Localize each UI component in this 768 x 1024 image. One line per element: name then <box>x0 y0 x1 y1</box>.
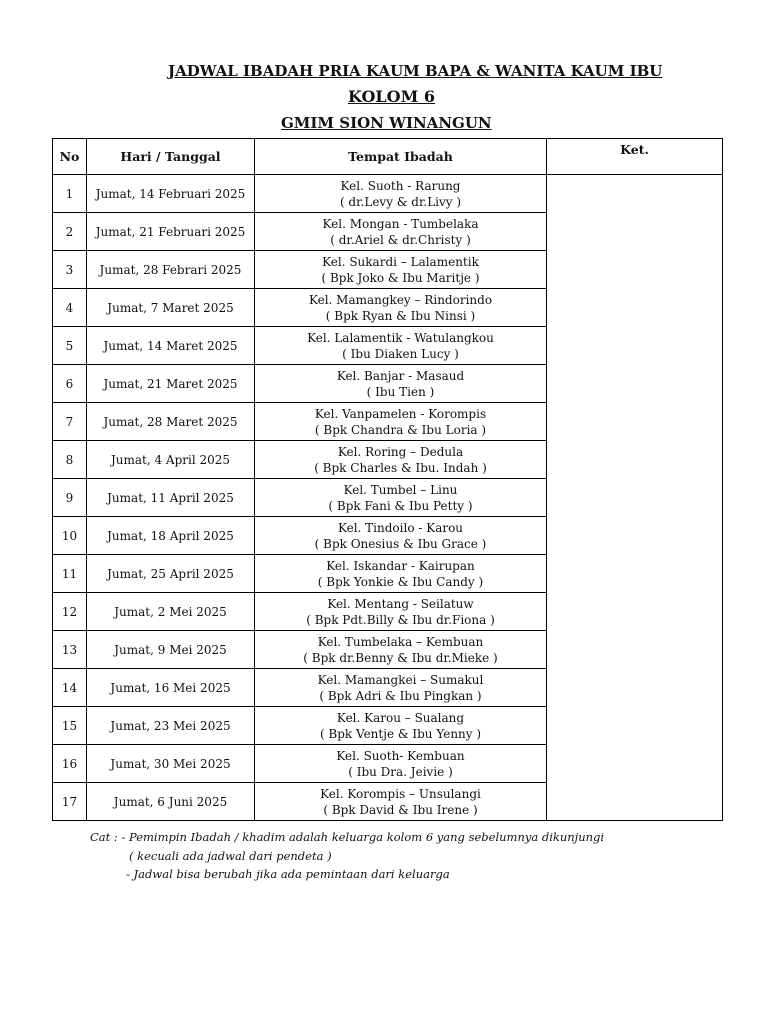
row-number: 7 <box>53 403 87 441</box>
place-family-name: Kel. Korompis – Unsulangi <box>320 786 481 801</box>
row-date: Jumat, 21 Maret 2025 <box>87 365 255 403</box>
place-hosts: ( Bpk Pdt.Billy & Ibu dr.Fiona ) <box>306 612 495 627</box>
footnote-line-2: ( kecuali ada jadwal dari pendeta ) <box>129 849 332 863</box>
row-date: Jumat, 6 Juni 2025 <box>87 783 255 821</box>
column-header-no: No <box>53 139 87 175</box>
place-hosts: ( dr.Ariel & dr.Christy ) <box>330 232 471 247</box>
column-header-notes: Ket. <box>547 139 723 175</box>
place-family-name: Kel. Tumbel – Linu <box>343 482 458 497</box>
row-number: 8 <box>53 441 87 479</box>
column-header-place: Tempat Ibadah <box>255 139 547 175</box>
place-hosts: ( Bpk Chandra & Ibu Loria ) <box>314 422 487 437</box>
row-place <box>255 593 547 631</box>
table-header-row <box>53 139 723 175</box>
row-number: 4 <box>53 289 87 327</box>
row-date: Jumat, 28 Febrari 2025 <box>87 251 255 289</box>
place-hosts: ( Ibu Diaken Lucy ) <box>342 346 459 361</box>
document-header <box>0 58 768 136</box>
place-family-name: Kel. Tumbelaka – Kembuan <box>317 634 484 649</box>
place-family-name: Kel. Suoth - Rarung <box>340 178 461 193</box>
row-number: 2 <box>53 213 87 251</box>
place-hosts: ( Bpk Fani & Ibu Petty ) <box>328 498 473 513</box>
place-family-name: Kel. Tindoilo - Karou <box>337 520 464 535</box>
place-family-name: Kel. Mamangkei – Sumakul <box>317 672 484 687</box>
row-number: 13 <box>53 631 87 669</box>
place-family-name: Kel. Banjar - Masaud <box>336 368 465 383</box>
row-place <box>255 517 547 555</box>
place-hosts: ( Bpk Charles & Ibu. Indah ) <box>314 460 487 475</box>
row-number: 9 <box>53 479 87 517</box>
row-date: Jumat, 23 Mei 2025 <box>87 707 255 745</box>
place-family-name: Kel. Iskandar - Kairupan <box>326 558 475 573</box>
place-hosts: ( Bpk Adri & Ibu Pingkan ) <box>319 688 482 703</box>
row-place <box>255 441 547 479</box>
row-number: 12 <box>53 593 87 631</box>
row-number: 5 <box>53 327 87 365</box>
place-hosts: ( dr.Levy & dr.Livy ) <box>339 194 462 209</box>
row-place <box>255 213 547 251</box>
footnote-line-3: - Jadwal bisa berubah jika ada pemintaan dari keluarga <box>126 867 450 881</box>
row-place <box>255 251 547 289</box>
place-hosts: ( Bpk Yonkie & Ibu Candy ) <box>317 574 484 589</box>
footnote-line-1: Cat : - Pemimpin Ibadah / khadim adalah keluarga kolom 6 yang sebelumnya dikunjungi <box>90 830 605 844</box>
row-date: Jumat, 11 April 2025 <box>87 479 255 517</box>
row-number: 11 <box>53 555 87 593</box>
place-hosts: ( Bpk Ventje & Ibu Yenny ) <box>319 726 482 741</box>
place-family-name: Kel. Vanpamelen - Korompis <box>314 406 487 421</box>
row-date: Jumat, 2 Mei 2025 <box>87 593 255 631</box>
row-date: Jumat, 18 April 2025 <box>87 517 255 555</box>
place-family-name: Kel. Sukardi – Lalamentik <box>322 254 479 269</box>
row-date: Jumat, 25 April 2025 <box>87 555 255 593</box>
row-number: 17 <box>53 783 87 821</box>
place-family-name: Kel. Suoth- Kembuan <box>336 748 465 763</box>
row-place <box>255 783 547 821</box>
place-family-name: Kel. Lalamentik - Watulangkou <box>307 330 494 345</box>
place-hosts: ( Bpk Ryan & Ibu Ninsi ) <box>325 308 476 323</box>
column-header-date: Hari / Tanggal <box>87 139 255 175</box>
row-date: Jumat, 14 Februari 2025 <box>87 175 255 213</box>
place-family-name: Kel. Mentang - Seilatuw <box>327 596 474 611</box>
document-subtitle-church: GMIM SION WINANGUN <box>281 114 492 132</box>
row-place <box>255 669 547 707</box>
row-number: 16 <box>53 745 87 783</box>
notes-column-cell <box>547 175 723 821</box>
place-hosts: ( Bpk Joko & Ibu Maritje ) <box>321 270 480 285</box>
row-date: Jumat, 4 April 2025 <box>87 441 255 479</box>
place-hosts: ( Ibu Dra. Jeivie ) <box>348 764 453 779</box>
row-place <box>255 175 547 213</box>
row-date: Jumat, 28 Maret 2025 <box>87 403 255 441</box>
place-hosts: ( Ibu Tien ) <box>366 384 435 399</box>
row-place <box>255 289 547 327</box>
row-place <box>255 631 547 669</box>
row-place <box>255 327 547 365</box>
table-row <box>53 175 723 213</box>
place-hosts: ( Bpk Onesius & Ibu Grace ) <box>314 536 487 551</box>
schedule-table <box>52 138 723 821</box>
row-place <box>255 707 547 745</box>
row-number: 15 <box>53 707 87 745</box>
place-hosts: ( Bpk David & Ibu Irene ) <box>323 802 478 817</box>
row-place <box>255 403 547 441</box>
row-number: 14 <box>53 669 87 707</box>
document-subtitle-kolom: KOLOM 6 <box>348 87 436 106</box>
row-date: Jumat, 7 Maret 2025 <box>87 289 255 327</box>
place-family-name: Kel. Roring – Dedula <box>337 444 464 459</box>
document-title: JADWAL IBADAH PRIA KAUM BAPA & WANITA KAUM IBU <box>168 62 663 80</box>
row-date: Jumat, 30 Mei 2025 <box>87 745 255 783</box>
row-number: 10 <box>53 517 87 555</box>
row-place <box>255 365 547 403</box>
place-hosts: ( Bpk dr.Benny & Ibu dr.Mieke ) <box>303 650 498 665</box>
row-number: 3 <box>53 251 87 289</box>
row-date: Jumat, 16 Mei 2025 <box>87 669 255 707</box>
row-number: 6 <box>53 365 87 403</box>
place-family-name: Kel. Mamangkey – Rindorindo <box>308 292 493 307</box>
place-family-name: Kel. Mongan - Tumbelaka <box>322 216 479 231</box>
row-date: Jumat, 9 Mei 2025 <box>87 631 255 669</box>
row-date: Jumat, 14 Maret 2025 <box>87 327 255 365</box>
row-place <box>255 555 547 593</box>
row-place <box>255 479 547 517</box>
row-place <box>255 745 547 783</box>
row-date: Jumat, 21 Februari 2025 <box>87 213 255 251</box>
place-family-name: Kel. Karou – Sualang <box>336 710 465 725</box>
row-number: 1 <box>53 175 87 213</box>
schedule-body <box>53 175 723 821</box>
